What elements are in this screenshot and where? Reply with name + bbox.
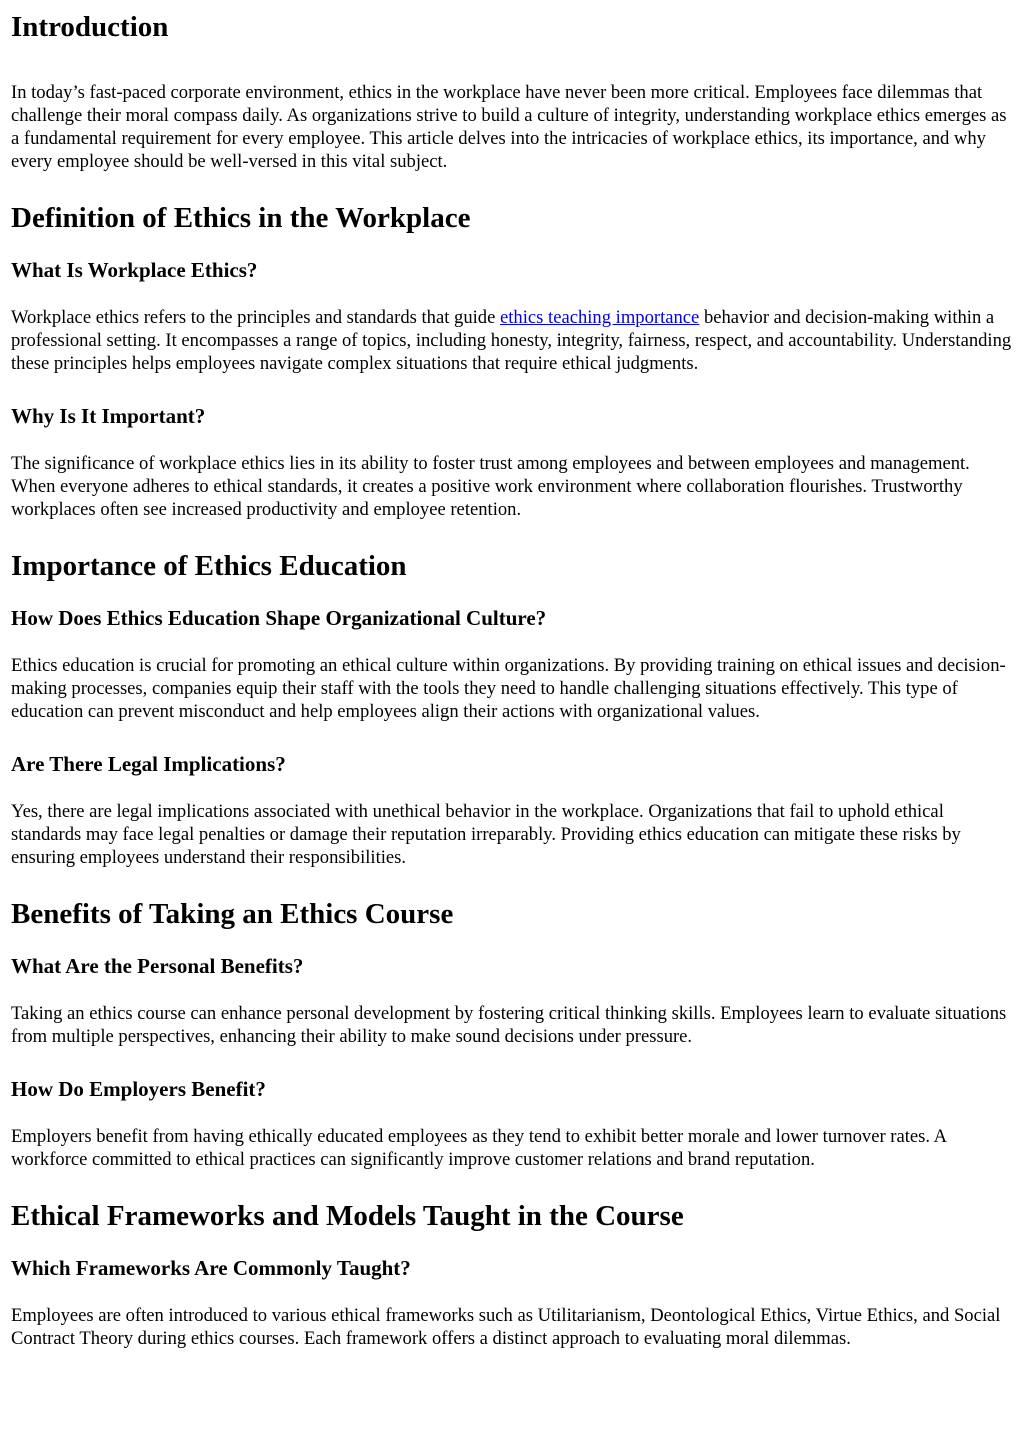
section-heading-introduction: Introduction [11, 11, 169, 43]
organizational-culture-paragraph: Ethics education is crucial for promoting an ethical culture within organizations. By providing training on ethical issues and decision-making processes, companies equip their staff with the tools they need to handle challenging situations effectively. This type of education can prevent misconduct and help employees align their actions with organizational values. [11, 655, 1006, 722]
subheading-organizational-culture: How Does Ethics Education Shape Organizational Culture? [11, 606, 547, 630]
personal-benefits-paragraph: Taking an ethics course can enhance personal development by fostering critical thinking skills. Employees learn to evaluate situations from multiple perspectives, enhancing their ability to make sound decisions under pressure. [11, 1003, 1007, 1047]
subheading-employer-benefits: How Do Employers Benefit? [11, 1077, 266, 1101]
what-is-workplace-ethics-paragraph [11, 306, 1014, 375]
subheading-personal-benefits: What Are the Personal Benefits? [11, 954, 304, 978]
paragraph-text-before-link: Workplace ethics refers to the principles and standards that guide [11, 307, 501, 328]
subheading-why-is-it-important: Why Is It Important? [11, 404, 206, 428]
paragraph-text-after-link: behavior and decision-making within a professional setting. It encompasses a range of topics, including honesty, integrity, fairness, respect, and accountability. Understanding these principles helps employees navigate complex situations that require ethical judgments. [11, 307, 1012, 374]
frameworks-commonly-taught-paragraph: Employees are often introduced to various ethical frameworks such as Utilitarianism, Deontological Ethics, Virtue Ethics, and Social Contract Theory during ethics courses. Each framework offers a distinct approach to evaluating moral dilemmas. [11, 1305, 1001, 1349]
introduction-paragraph: In today’s fast-paced corporate environment, ethics in the workplace have never been more critical. Employees face dilemmas that challenge their moral compass daily. As organizations strive to build a culture of integrity, understanding workplace ethics emerges as a fundamental requirement for every employee. This article delves into the intricacies of workplace ethics, its importance, and why every employee should be well-versed in this vital subject. [11, 82, 1007, 172]
subheading-legal-implications: Are There Legal Implications? [11, 752, 286, 776]
section-heading-benefits-of-ethics-course: Benefits of Taking an Ethics Course [11, 898, 454, 930]
section-heading-importance-of-ethics-education: Importance of Ethics Education [11, 550, 407, 582]
section-heading-definition: Definition of Ethics in the Workplace [11, 202, 471, 234]
article [0, 10, 1024, 1350]
ethics-teaching-importance-link[interactable]: ethics teaching importance [500, 307, 700, 328]
section-heading-ethical-frameworks: Ethical Frameworks and Models Taught in the Course [11, 1200, 684, 1232]
subheading-what-is-workplace-ethics: What Is Workplace Ethics? [11, 258, 258, 282]
employer-benefits-paragraph: Employers benefit from having ethically educated employees as they tend to exhibit better morale and lower turnover rates. A workforce committed to ethical practices can significantly improve customer relations and brand reputation. [11, 1126, 947, 1170]
legal-implications-paragraph: Yes, there are legal implications associated with unethical behavior in the workplace. Organizations that fail to uphold ethical standards may face legal penalties or damage their reputation irreparably. Providing ethics education can mitigate these risks by ensuring employees understand their responsibilities. [11, 801, 961, 868]
why-is-it-important-paragraph: The significance of workplace ethics lies in its ability to foster trust among employees and between employees and management. When everyone adheres to ethical standards, it creates a positive work environment where collaboration flourishes. Trustworthy workplaces often see increased productivity and employee retention. [11, 453, 970, 520]
subheading-frameworks-commonly-taught: Which Frameworks Are Commonly Taught? [11, 1256, 411, 1280]
